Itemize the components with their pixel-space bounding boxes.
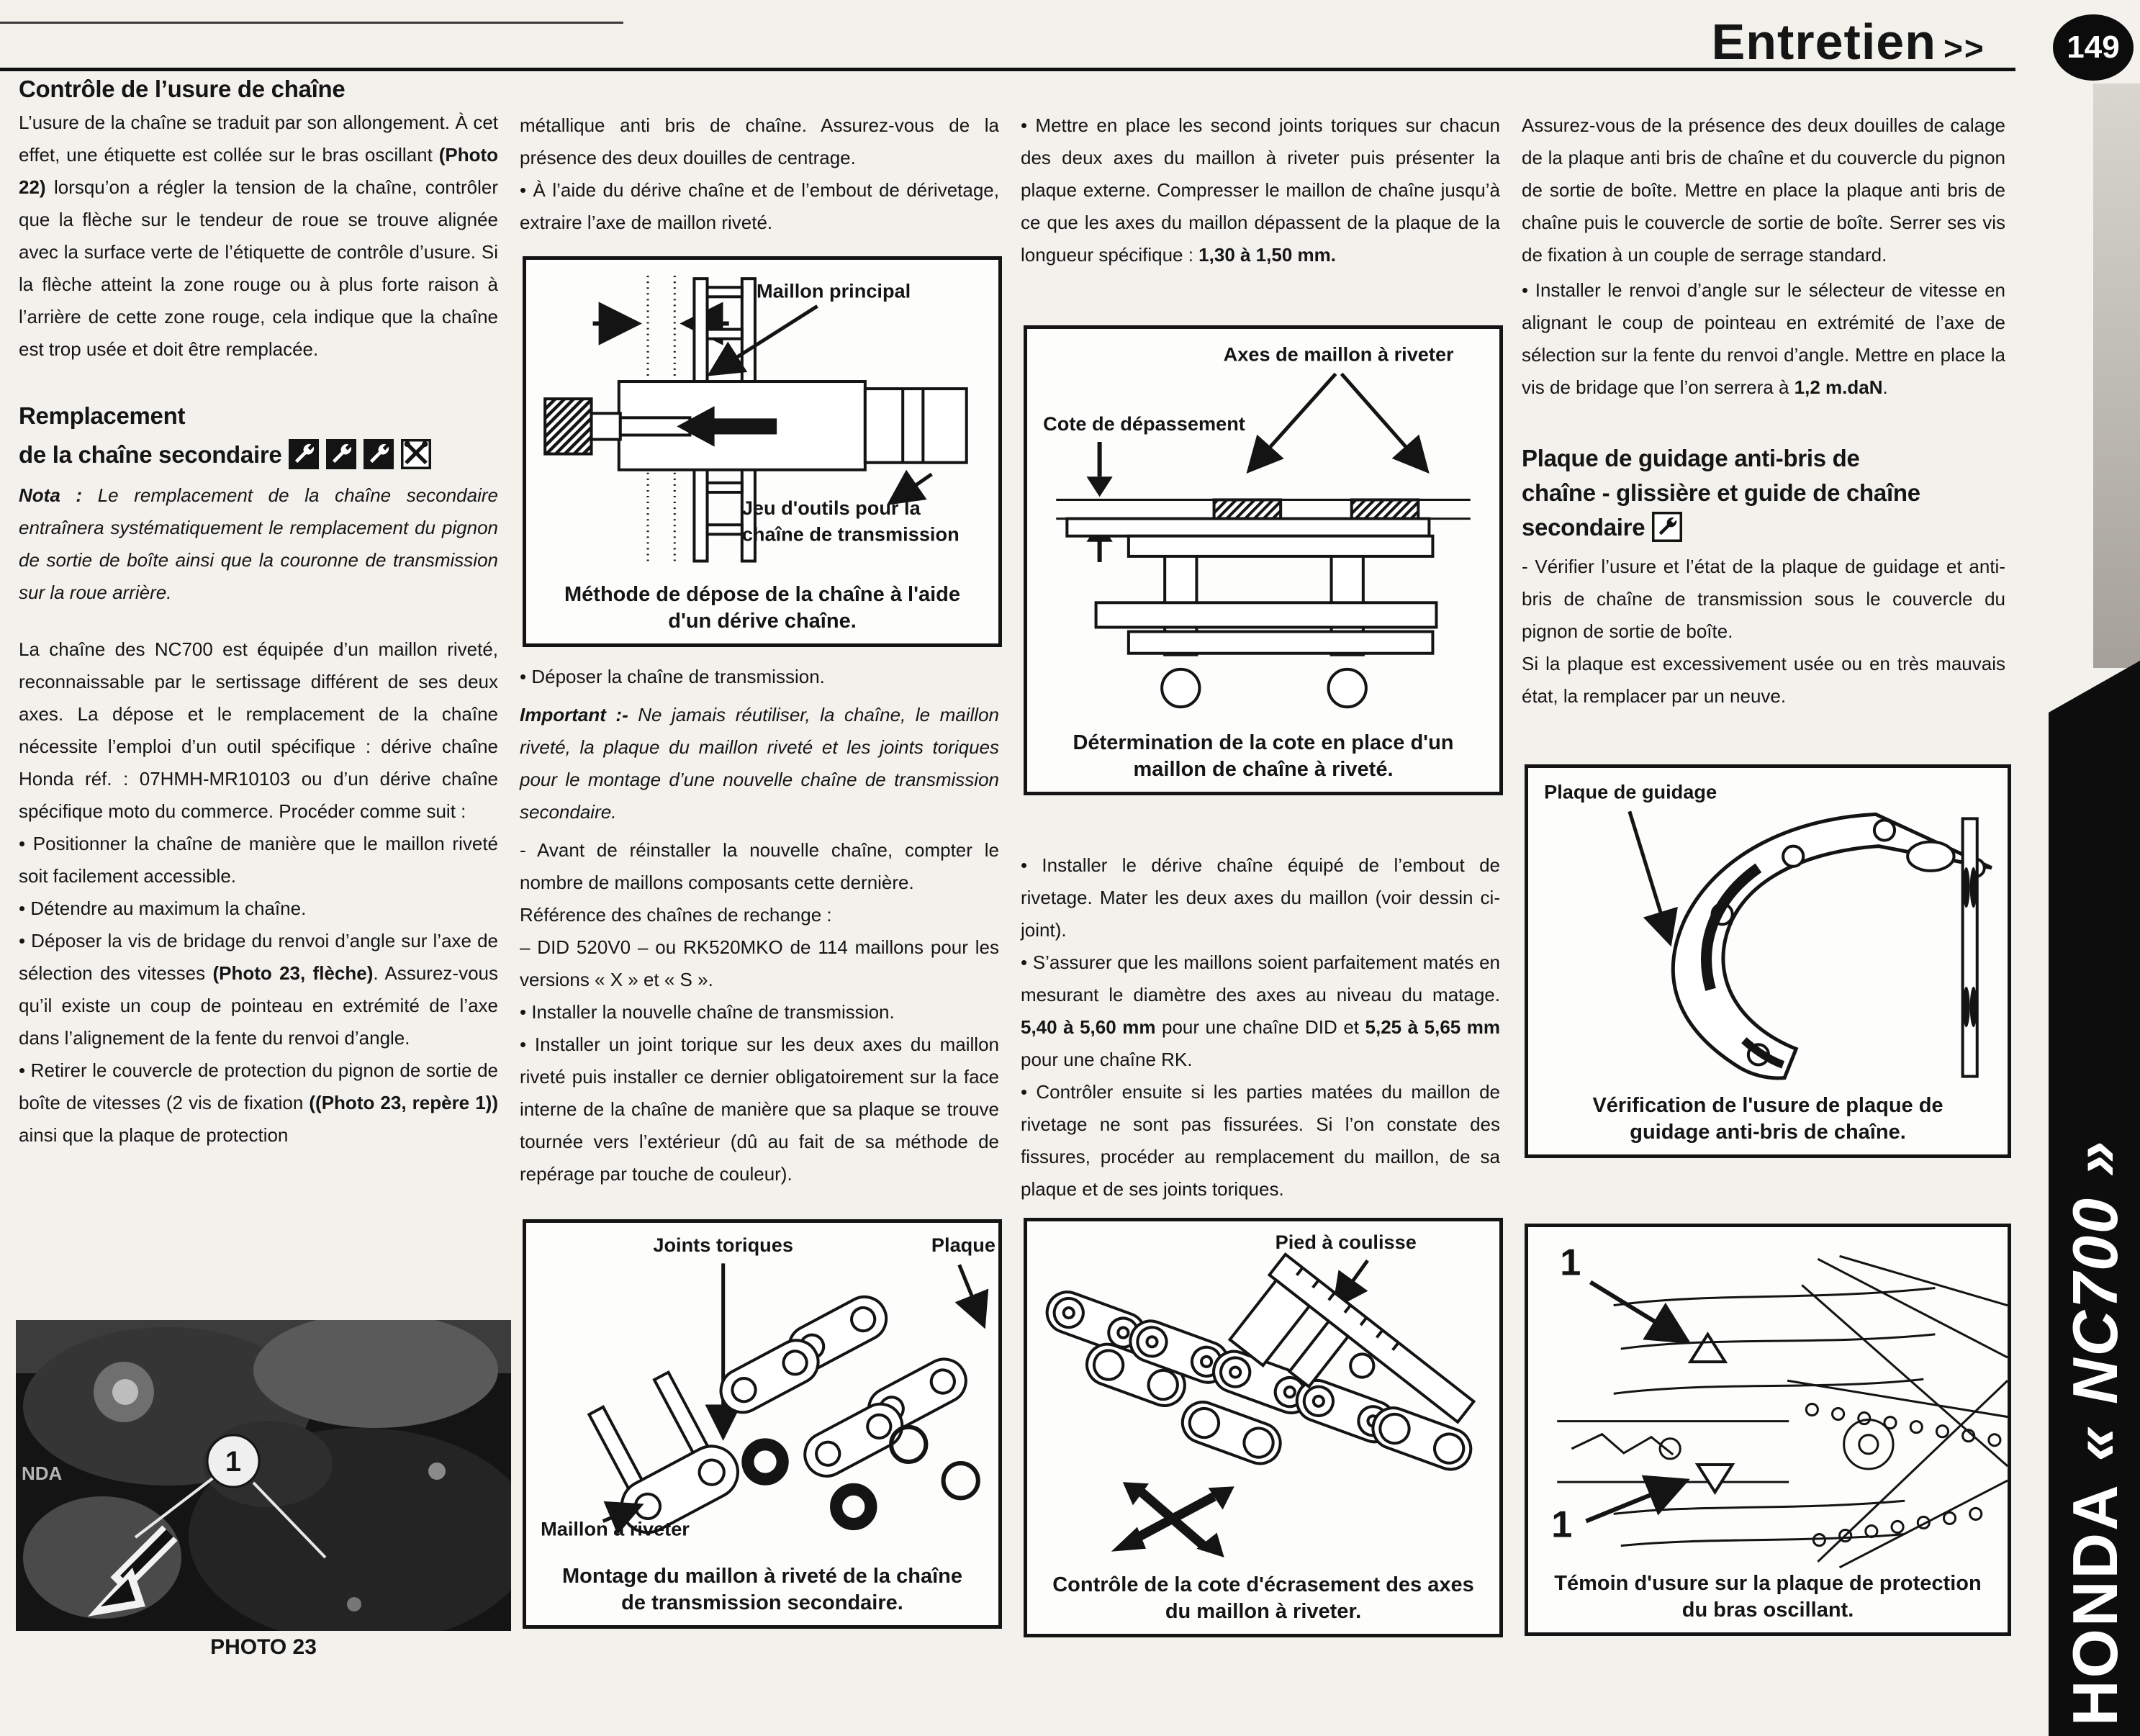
column-3-bottom <box>1021 849 1500 1206</box>
oring-link-diagram <box>526 1223 998 1562</box>
label-tool-set-2: chaîne de transmission <box>741 523 960 546</box>
text-run: Remplacement <box>19 402 186 429</box>
wrench-black-icon <box>289 439 319 469</box>
paragraph <box>19 892 498 925</box>
text-run: • Retirer le couvercle de protection du pignon de sortie de boîte de vitesses (2 vis de fixation <box>19 1059 498 1113</box>
text-run: Ne jamais réutiliser, la chaîne, le maillon riveté, la plaque du maillon riveté et les joints toriques pour le montage d’une nouvelle chaîne de transmission secondaire. <box>520 704 999 823</box>
figure-chain-tool <box>523 256 1002 647</box>
figure-caption: Vérification de l'usure de plaque de guidage anti-bris de chaîne. <box>1592 1093 1943 1144</box>
column-1 <box>19 72 498 1152</box>
text-run: lorsqu’on a régler la tension de la chaîne, contrôler que la flèche sur le tendeur de roue se trouve alignée avec la surface verte de l’étiquette de contrôle d’usure. Si la flèche atteint la zone rouge ou à plus forte raison à l’arrière de cette zone rouge, cela indique que la chaîne est trop usée et doit être remplacée. <box>19 176 498 360</box>
text-run: • Déposer la chaîne de transmission. <box>520 666 825 687</box>
text-run: Assurez-vous de la présence des deux douilles de calage de la plaque anti bris de chaîne et du couvercle du pignon de sortie de boîte. Mettre en place la plaque anti bris de chaîne puis le couvercle de sortie de boîte. Serrer ses vis de fixation à un couple de serrage standard. <box>1522 114 2005 266</box>
text-run: . <box>1882 376 1888 398</box>
text-run: • Installer la nouvelle chaîne de transmission. <box>520 1001 895 1023</box>
paragraph <box>520 931 999 996</box>
scan-artifact-line <box>0 22 623 24</box>
paragraph <box>520 1029 999 1190</box>
text-run: Important :- <box>520 704 628 725</box>
text-run: • Installer un joint torique sur les deux axes du maillon riveté puis installer ce dernier obligatoirement sur la face interne de la chaîne de manière que sa plaque se trouve tournée vers l’extérieur (dû au fait de sa méthode de repérage par touche de couleur). <box>520 1034 999 1185</box>
wrench-black-icon <box>326 439 356 469</box>
protrusion-diagram <box>1027 329 1499 728</box>
figure-guide-plate <box>1525 764 2011 1158</box>
paragraph <box>1522 274 2005 404</box>
text-run: Plaque de guidage anti-bris de <box>1522 445 1860 471</box>
figure-caption: Témoin d'usure sur la plaque de protection du bras oscillant. <box>1554 1571 1982 1622</box>
column-2-bottom <box>520 661 999 1190</box>
page-edge-shadow <box>2093 83 2140 668</box>
paragraph <box>1522 109 2005 271</box>
chevrons-icon: >> <box>1943 30 1985 67</box>
label-caliper: Pied à coulisse <box>1275 1231 1417 1254</box>
page-title: Entretien <box>1711 14 1936 70</box>
text-run: Contrôle de l’usure de chaîne <box>19 76 346 102</box>
column-4 <box>1522 109 2005 713</box>
label-guide-plate: Plaque de guidage <box>1544 780 1717 803</box>
text-run: 5,40 à 5,60 mm <box>1021 1016 1156 1038</box>
text-run: • Détendre au maximum la chaîne. <box>19 898 307 919</box>
figure-caption: Contrôle de la cote d'écrasement des axes du maillon à riveter. <box>1052 1573 1474 1623</box>
model-label: « NC700 » <box>2059 1139 2131 1462</box>
chain-tool-diagram <box>526 260 998 580</box>
text-run: chaîne - glissière et guide de chaîne <box>1522 479 1920 506</box>
callout-1-top: 1 <box>1560 1242 1581 1284</box>
paragraph <box>520 996 999 1029</box>
paragraph <box>520 174 999 239</box>
page-number-badge <box>2053 14 2134 81</box>
label-orings: Joints toriques <box>653 1234 793 1257</box>
paragraph <box>1021 849 1500 946</box>
text-run: • Mettre en place les second joints toriques sur chacun des deux axes du maillon à riveter puis présenter la plaque externe. Compresser le maillon de chaîne jusqu’à ce que les axes du maillon dépassent de la plaque de la longueur spécifique : <box>1021 114 1500 266</box>
paragraph <box>520 834 999 899</box>
section-heading <box>1522 510 2005 545</box>
engine-photo <box>16 1320 511 1631</box>
wear-indicator-diagram <box>1528 1227 2008 1569</box>
text-run: métallique anti bris de chaîne. Assurez-vous de la présence des deux douilles de centrage. <box>520 114 999 168</box>
caliper-diagram <box>1027 1221 1499 1570</box>
text-run: • Contrôler ensuite si les parties matées du maillon de rivetage ne sont pas fissurées. Si l’on constate des fissures, procéder au remplacement du maillon, de sa plaque et de ses joints toriques. <box>1021 1081 1500 1200</box>
text-run: • Installer le dérive chaîne équipé de l’embout de rivetage. Mater les deux axes du maillon (voir dessin ci-joint). <box>1021 854 1500 941</box>
text-run: . Assurez-vous qu’il existe un coup de pointeau en extrémité de l’axe dans l’alignement de la fente du renvoi d’angle. <box>19 962 498 1049</box>
text-run: La chaîne des NC700 est équipée d’un maillon riveté, reconnaissable par le sertissage différent de ses deux axes. La dépose et le remplacement de la chaîne nécessite l’emploi d’un outil spécifique : dérive chaîne Honda réf. : 07HMH-MR10103 ou d’un dérive chaîne spécifique moto du commerce. Procéder comme suit : <box>19 638 498 822</box>
guide-plate-diagram <box>1528 768 2008 1091</box>
photo-caption: PHOTO 23 <box>210 1635 317 1659</box>
column-3-top <box>1021 109 1500 271</box>
paragraph <box>19 925 498 1054</box>
text-run: • Installer le renvoi d’angle sur le sélecteur de vitesse en alignant le coup de pointeau en extrémité de l’axe de sélection sur la fente du renvoi d’angle. Mettre en place la vis de bridage que l’on serrera à <box>1522 279 2005 398</box>
section-heading <box>1522 441 2005 476</box>
text-run: pour une chaîne DID et <box>1155 1016 1365 1038</box>
text-run: ainsi que la plaque de protection <box>19 1124 289 1146</box>
text-run: Nota : <box>19 484 83 506</box>
text-run: 1,2 m.daN <box>1794 376 1883 398</box>
paragraph <box>520 109 999 174</box>
label-plate: Plaque <box>931 1234 995 1257</box>
paragraph <box>19 107 498 366</box>
text-run: • À l’aide du dérive chaîne et de l’embout de dérivetage, extraire l’axe de maillon riveté. <box>520 179 999 233</box>
text-run: (Photo 22) <box>19 144 498 198</box>
engine-casting-text: NDA <box>22 1463 63 1484</box>
text-run: 5,25 à 5,65 mm <box>1365 1016 1500 1038</box>
text-run: - Vérifier l’usure et l’état de la plaque de guidage et anti-bris de chaîne de transmission sous le couvercle du pignon de sortie de boîte. <box>1522 556 2005 642</box>
paragraph <box>520 899 999 931</box>
note-paragraph <box>520 699 999 828</box>
text-run: secondaire <box>1522 514 1645 541</box>
text-run: ((Photo 23, repère 1)) <box>309 1092 498 1113</box>
text-run: • S’assurer que les maillons soient parfaitement matés en mesurant le diamètre des axes au niveau du matage. <box>1021 951 1500 1005</box>
crossed-tools-icon <box>401 439 431 469</box>
photo-23 <box>16 1320 511 1631</box>
paragraph <box>1021 1076 1500 1206</box>
paragraph <box>19 1054 498 1152</box>
label-rivet-link: Maillon à riveter <box>541 1517 690 1540</box>
text-run: L’usure de la chaîne se traduit par son allongement. À cet effet, une étiquette est collée sur le bras oscillant <box>19 112 498 166</box>
spine-title <box>2053 682 2138 1726</box>
paragraph <box>1522 551 2005 648</box>
wrench-box-icon <box>1652 512 1682 542</box>
paragraph <box>520 661 999 693</box>
figure-caption: Détermination de la cote en place d'un maillon de chaîne à riveté. <box>1073 731 1454 782</box>
text-run: (Photo 23, flèche) <box>212 962 374 984</box>
wrench-black-icon <box>364 439 394 469</box>
paragraph <box>19 828 498 892</box>
text-run: • Positionner la chaîne de manière que le maillon riveté soit facilement accessible. <box>19 833 498 887</box>
figure-protrusion <box>1024 325 1503 795</box>
paragraph <box>1522 648 2005 713</box>
section-heading <box>19 399 498 433</box>
figure-caption: Montage du maillon à riveté de la chaîne de transmission secondaire. <box>562 1564 962 1614</box>
text-run: – DID 520V0 – ou RK520MKO de 114 maillons pour les versions « X » et « S ». <box>520 936 999 990</box>
label-tool-set-1: Jeu d'outils pour la <box>741 497 921 520</box>
figure-caption: Méthode de dépose de la chaîne à l'aide d'un dérive chaîne. <box>564 582 960 633</box>
figure-oring-link <box>523 1219 1002 1629</box>
section-heading <box>1522 476 2005 510</box>
text-run: Le remplacement de la chaîne secondaire entraînera systématiquement le remplacement du pignon de sortie de boîte ainsi que la couronne de transmission sur la roue arrière. <box>19 484 498 603</box>
text-run: Si la plaque est excessivement usée ou en très mauvais état, la remplacer par un neuve. <box>1522 653 2005 707</box>
photo-callout-1: 1 <box>225 1446 242 1478</box>
callout-1-bottom: 1 <box>1551 1504 1573 1546</box>
page-number: 149 <box>2067 30 2120 65</box>
note-paragraph <box>19 479 498 609</box>
paragraph <box>1021 109 1500 271</box>
paragraph <box>19 633 498 828</box>
column-2-top <box>520 109 999 239</box>
text-run: - Avant de réinstaller la nouvelle chaîne, compter le nombre de maillons composants cette dernière. <box>520 839 999 893</box>
paragraph <box>1021 946 1500 1076</box>
text-run: • Déposer la vis de bridage du renvoi d’angle sur l’axe de sélection des vitesses <box>19 930 498 984</box>
brand-label: HONDA <box>2059 1483 2131 1726</box>
text-run: pour une chaîne RK. <box>1021 1049 1193 1070</box>
label-main-link: Maillon principal <box>756 279 911 302</box>
label-cote: Cote de dépassement <box>1043 412 1245 435</box>
section-heading <box>19 438 498 472</box>
text-run: Référence des chaînes de rechange : <box>520 904 832 926</box>
text-run: de la chaîne secondaire <box>19 441 282 468</box>
section-heading <box>19 72 498 107</box>
text-run: 1,30 à 1,50 mm. <box>1198 244 1336 266</box>
figure-wear-indicator <box>1525 1224 2011 1636</box>
figure-caliper <box>1024 1218 1503 1637</box>
label-axes: Axes de maillon à riveter <box>1223 343 1454 366</box>
